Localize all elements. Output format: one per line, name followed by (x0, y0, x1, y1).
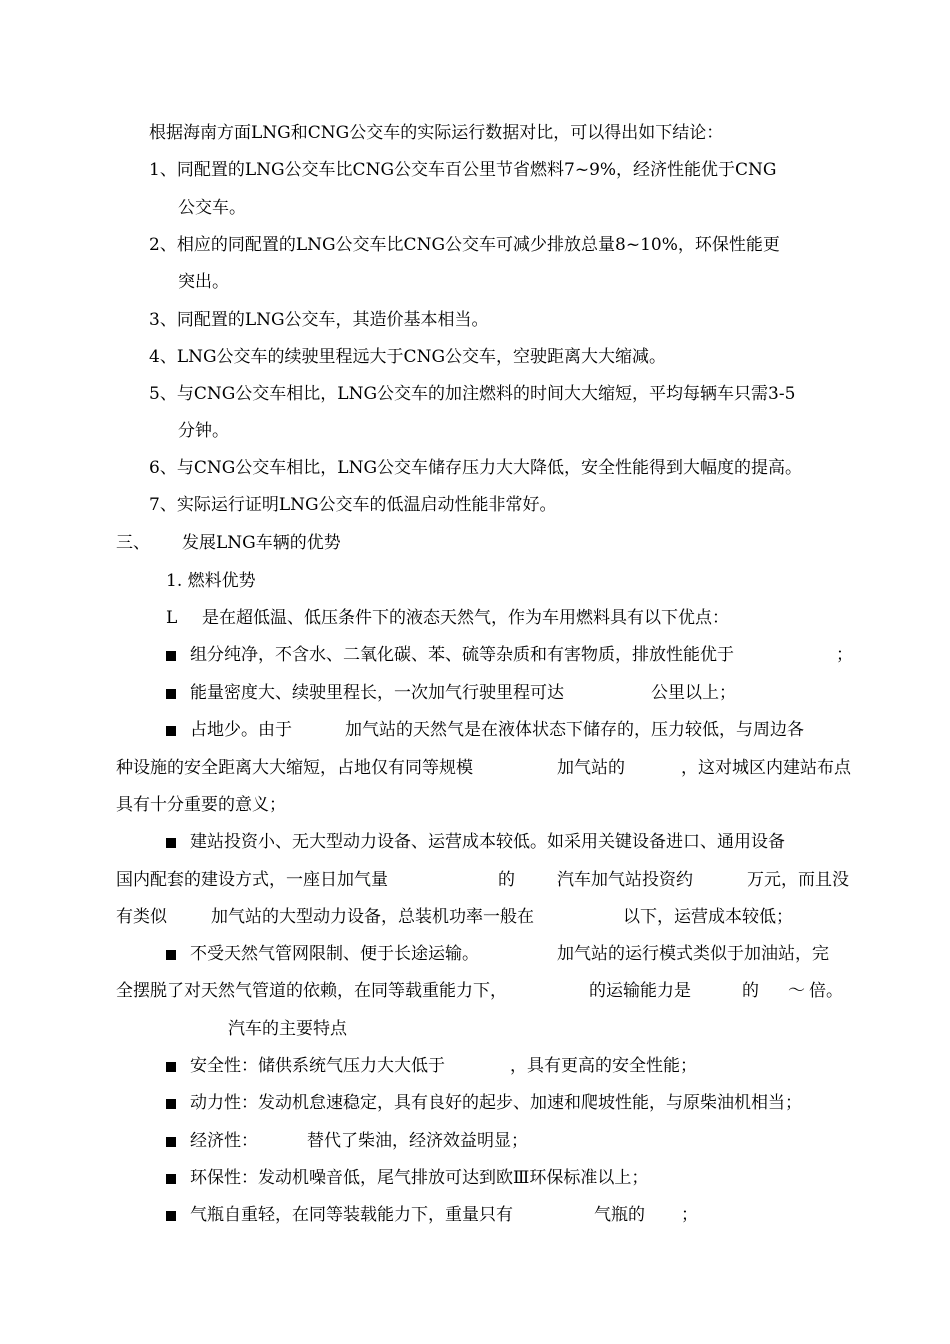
fuel-intro-text: 是在超低温、低压条件下的液态天然气，作为车用燃料具有以下优点： (202, 608, 729, 628)
fuel-bullet-4-line-2a: 国内配套的建设方式，一座日加气量 (116, 870, 388, 890)
feature-bullet-4: 环保性：发动机噪音低，尾气排放可达到欧Ⅲ环保标准以上； (166, 1167, 648, 1189)
conclusion-1-line-2: 公交车。 (178, 198, 246, 218)
bullet-square-icon (166, 1137, 176, 1147)
conclusion-5-line-2: 分钟。 (178, 421, 229, 441)
conclusion-5-line-1: 5、与CNG公交车相比，LNG公交车的加注燃料的时间大大缩短，平均每辆车只需3-5 (149, 384, 796, 404)
subsection-2-title: 汽车的主要特点 (228, 1019, 347, 1039)
section-3-title: 发展LNG车辆的优势 (182, 533, 341, 553)
feature-bullet-5a: 气瓶自重轻，在同等装载能力下，重量只有 (166, 1204, 513, 1226)
bullet-square-icon (166, 1062, 176, 1072)
fuel-bullet-5-line-1b: 加气站的运行模式类似于加油站，完 (557, 944, 829, 964)
fuel-bullet-3-line-3: 具有十分重要的意义； (116, 795, 286, 815)
fuel-intro-letter: L (166, 608, 178, 628)
fuel-bullet-4-line-3b: 加气站的大型动力设备，总装机功率一般在 (211, 907, 534, 927)
conclusion-6: 6、与CNG公交车相比，LNG公交车储存压力大大降低，安全性能得到大幅度的提高。 (149, 458, 803, 478)
fuel-bullet-4-line-3c: 以下，运营成本较低； (623, 907, 793, 927)
fuel-bullet-2: 能量密度大、续驶里程长，一次加气行驶里程可达 (166, 682, 564, 704)
bullet-square-icon (166, 838, 176, 848)
conclusion-1-line-1: 1、同配置的LNG公交车比CNG公交车百公里节省燃料7~9%，经济性能优于CNG (149, 160, 777, 180)
fuel-bullet-3-line-2c: ，这对城区内建站布点 (681, 758, 851, 778)
bullet-square-icon (166, 651, 176, 661)
fuel-bullet-3-line-1a: 占地少。由于 (166, 719, 292, 741)
fuel-bullet-5-line-2b: 的运输能力是 (589, 981, 691, 1001)
subsection-1-title: 1. 燃料优势 (166, 571, 256, 591)
section-3-number: 三、 (116, 533, 150, 553)
fuel-bullet-5-line-1a: 不受天然气管网限制、便于长途运输。 (166, 943, 479, 965)
bullet-square-icon (166, 950, 176, 960)
intro-paragraph: 根据海南方面LNG和CNG公交车的实际运行数据对比，可以得出如下结论： (149, 123, 724, 143)
fuel-bullet-5-line-2e: 倍。 (809, 981, 843, 1001)
feature-bullet-1a: 安全性：储供系统气压力大大低于 (166, 1055, 445, 1077)
fuel-bullet-5-line-2c: 的 (742, 981, 759, 1001)
conclusion-4: 4、LNG公交车的续驶里程远大于CNG公交车，空驶距离大大缩减。 (149, 347, 667, 367)
fuel-bullet-4-line-1: 建站投资小、无大型动力设备、运营成本较低。如采用关键设备进口、通用设备 (166, 831, 785, 853)
conclusion-2-line-2: 突出。 (178, 272, 229, 292)
bullet-square-icon (166, 1174, 176, 1184)
fuel-bullet-5-line-2d: ～ (788, 981, 805, 1001)
bullet-square-icon (166, 689, 176, 699)
feature-bullet-2: 动力性：发动机怠速稳定，具有良好的起步、加速和爬坡性能，与原柴油机相当； (166, 1092, 802, 1114)
fuel-bullet-4-line-2c: 汽车加气站投资约 (557, 870, 693, 890)
fuel-bullet-1: 组分纯净，不含水、二氧化碳、苯、硫等杂质和有害物质，排放性能优于 (166, 644, 734, 666)
fuel-bullet-4-line-2d: 万元，而且没 (747, 870, 849, 890)
fuel-bullet-3-line-2b: 加气站的 (557, 758, 625, 778)
conclusion-3: 3、同配置的LNG公交车，其造价基本相当。 (149, 310, 489, 330)
conclusion-2-line-1: 2、相应的同配置的LNG公交车比CNG公交车可减少排放总量8~10%，环保性能更 (149, 235, 780, 255)
fuel-bullet-5-line-2a: 全摆脱了对天然气管道的依赖，在同等载重能力下， (116, 981, 507, 1001)
feature-bullet-5b: 气瓶的 (594, 1205, 645, 1225)
bullet-square-icon (166, 1099, 176, 1109)
fuel-bullet-2-end: 公里以上； (651, 683, 736, 703)
fuel-bullet-4-line-2b: 的 (498, 870, 515, 890)
feature-bullet-5c: ； (681, 1205, 698, 1225)
bullet-square-icon (166, 1211, 176, 1221)
feature-bullet-3b: 替代了柴油，经济效益明显； (307, 1131, 528, 1151)
feature-bullet-3a: 经济性： (166, 1130, 258, 1152)
fuel-bullet-3-line-1b: 加气站的天然气是在液体状态下储存的，压力较低，与周边各 (345, 720, 804, 740)
fuel-bullet-3-line-2a: 种设施的安全距离大大缩短，占地仅有同等规模 (116, 758, 473, 778)
bullet-square-icon (166, 726, 176, 736)
conclusion-7: 7、实际运行证明LNG公交车的低温启动性能非常好。 (149, 495, 557, 515)
fuel-bullet-4-line-3a: 有类似 (116, 907, 167, 927)
feature-bullet-1b: ，具有更高的安全性能； (510, 1056, 697, 1076)
fuel-bullet-1-end: ； (836, 645, 853, 665)
